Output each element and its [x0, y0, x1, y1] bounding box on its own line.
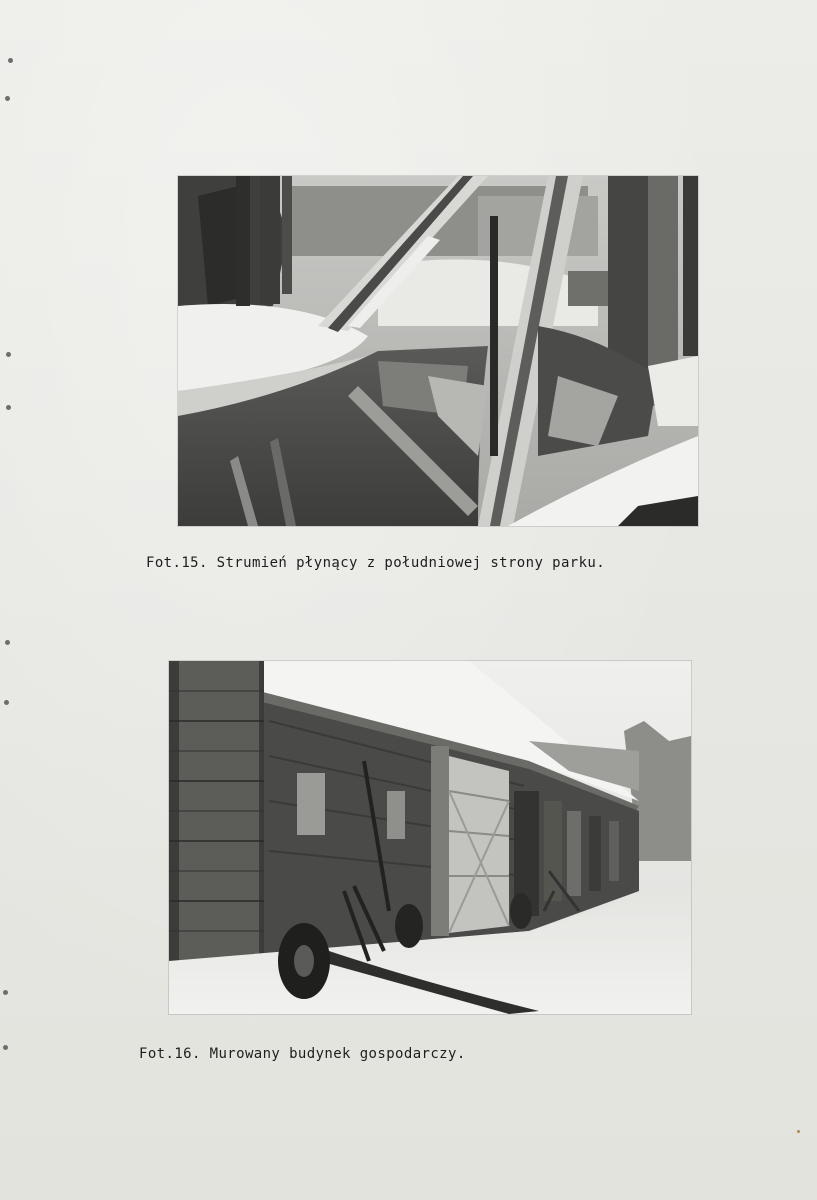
punch-hole-mark	[3, 1045, 8, 1050]
punch-hole-mark	[8, 58, 13, 63]
punch-hole-mark	[5, 96, 10, 101]
photo-caption-fot16: Fot.16. Murowany budynek gospodarczy.	[139, 1046, 466, 1062]
photo-caption-fot15: Fot.15. Strumień płynący z południowej strony parku.	[146, 555, 606, 571]
photo-stream-image	[178, 176, 698, 526]
punch-hole-mark	[4, 700, 9, 705]
punch-hole-mark	[5, 640, 10, 645]
photo-stream	[178, 176, 698, 526]
paper-speck	[797, 1130, 800, 1133]
photo-farm-building-image	[169, 661, 691, 1014]
punch-hole-mark	[6, 352, 11, 357]
photo-farm-building	[169, 661, 691, 1014]
punch-hole-mark	[3, 990, 8, 995]
punch-hole-mark	[6, 405, 11, 410]
